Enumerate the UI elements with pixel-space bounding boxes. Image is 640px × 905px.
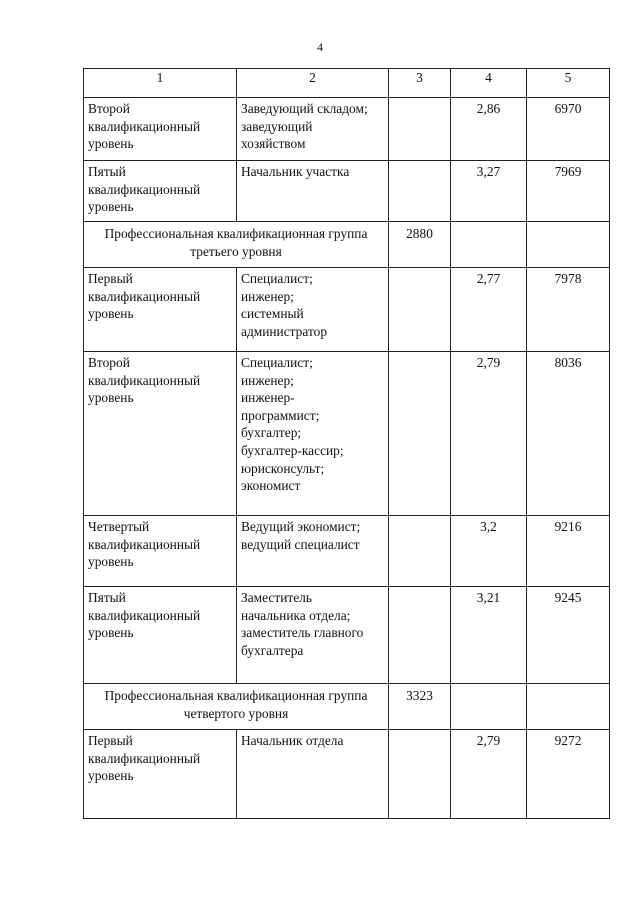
base-salary-cell [389,98,450,102]
group-title: Профессиональная квалификационная группа четвертого уровня [104,688,368,721]
qualification-level: Четвертый квалификационный уровень [88,519,201,570]
base-salary-cell [389,516,450,520]
table-header-row [84,69,610,98]
salary-cell: 8036 [554,355,582,370]
position-list: Специалист; инженер; инженер- программист; бухгалтер; бухгалтер-кассир; юрисконсульт; экономист [241,355,344,494]
salary-cell: 7969 [554,164,582,179]
table-row [84,516,610,587]
table-row [84,98,610,161]
table-row [84,730,610,819]
salary-cell: 7978 [554,271,582,286]
salary-cell: 9272 [554,733,582,748]
base-salary-cell [389,161,450,165]
qualification-level: Второй квалификационный уровень [88,355,201,406]
group-base-salary: 3323 [406,688,433,703]
coefficient-cell: 3,2 [480,519,497,534]
position-list: Ведущий экономист; ведущий специалист [241,519,361,552]
base-salary-cell [389,587,450,591]
group-row [84,222,610,268]
column-header: 4 [451,69,527,98]
qualification-level: Второй квалификационный уровень [88,101,201,152]
base-salary-cell [389,268,450,272]
column-header: 2 [237,69,389,98]
salary-cell: 9216 [554,519,582,534]
salary-cell: 6970 [554,101,582,116]
table-row [84,352,610,516]
position-list: Заведующий складом; заведующий хозяйством [241,101,368,152]
group-row [84,684,610,730]
qualification-level: Пятый квалификационный уровень [88,590,201,641]
base-salary-cell [389,730,450,734]
position-list: Начальник участка [241,164,350,179]
table-row [84,587,610,684]
column-header: 1 [84,69,237,98]
qualification-level: Пятый квалификационный уровень [88,164,201,215]
column-header: 5 [527,69,610,98]
salary-table [83,68,610,819]
group-title: Профессиональная квалификационная группа третьего уровня [104,226,368,259]
table-row [84,161,610,222]
coefficient-cell: 3,21 [476,590,501,605]
base-salary-cell [389,352,450,356]
coefficient-cell: 3,27 [476,164,501,179]
position-list: Специалист; инженер; системный администратор [241,271,328,339]
salary-cell: 9245 [554,590,582,605]
position-list: Заместитель начальника отдела; заместитель главного бухгалтера [241,590,364,658]
coefficient-cell: 2,79 [476,355,501,370]
position-list: Начальник отдела [241,733,344,748]
qualification-level: Первый квалификационный уровень [88,733,201,784]
page-number: 4 [317,40,323,54]
coefficient-cell: 2,86 [476,101,501,116]
qualification-level: Первый квалификационный уровень [88,271,201,322]
group-base-salary: 2880 [406,226,433,241]
coefficient-cell: 2,79 [476,733,501,748]
coefficient-cell: 2,77 [476,271,501,286]
table-row [84,268,610,352]
column-header: 3 [389,69,451,98]
